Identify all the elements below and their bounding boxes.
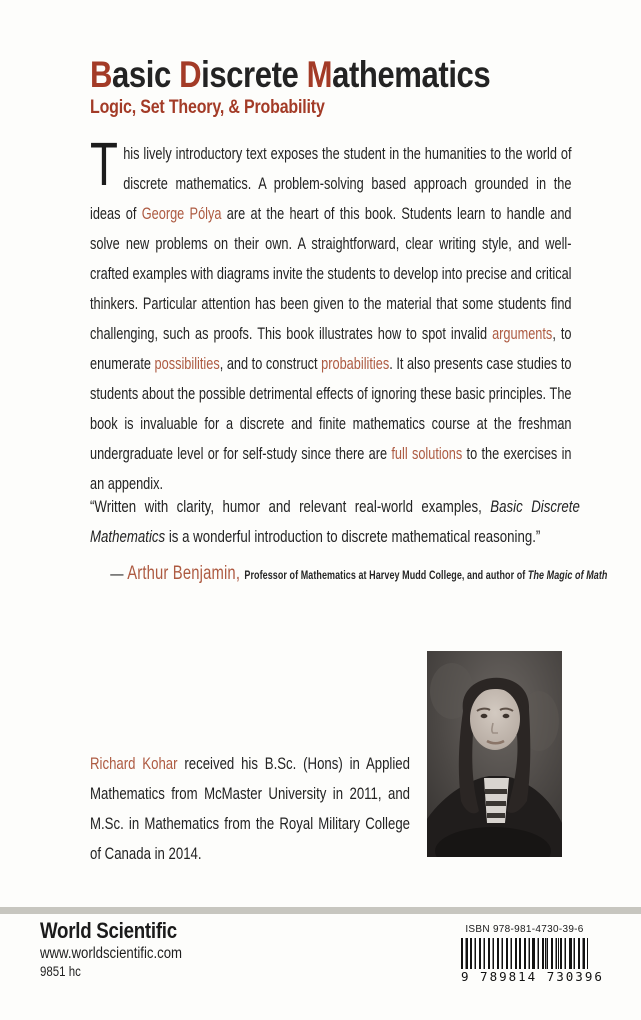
description-text: his lively introductory text exposes the student in the humanities to the world of discrete mathematics. A problem-solving based approach grounded in the ideas of George Pólya are at the heart of this book. Students learn to handle and solve new problems on their own. A straightforward, clear writing style, and well-crafted examples with diagrams invite the students to develop into precise and critical thinkers. Particular attention has been given to the material that some students find challenging, such as proofs. This book illustrates how to spot invalid arguments, to enumerate possibilities, and to construct probabilities. It also presents case studies to students about the possible detrimental effects of ignoring these basic principles. The book is invaluable for a discrete and finite mathematics course at the freshman undergraduate level or for self-study since there are full solutions to the exercises in an appendix. bbox=[90, 144, 572, 493]
publisher-name: World Scientific bbox=[40, 918, 177, 943]
attribution-detail: Professor of Mathematics at Harvey Mudd College, and author of The Magic of Math bbox=[244, 570, 608, 582]
author-photo bbox=[427, 651, 562, 857]
isbn-label: ISBN 978-981-4730-39-6 bbox=[465, 924, 584, 935]
publisher-website: www.worldscientific.com bbox=[40, 945, 183, 962]
attribution-dash: — bbox=[110, 564, 128, 583]
attribution-name: Arthur Benjamin, bbox=[127, 563, 245, 584]
dropcap-letter: T bbox=[90, 130, 118, 198]
publisher-block bbox=[40, 918, 182, 980]
barcode-digits: 9 789814 730396 bbox=[461, 969, 604, 984]
author-bio: Richard Kohar received his B.Sc. (Hons) in Applied Mathematics from McMaster University in 2011, and M.Sc. in Mathematics from the Royal Military College of Canada in 2014. bbox=[90, 755, 410, 863]
description-paragraph bbox=[90, 130, 572, 499]
book-title: Basic Discrete Mathematics bbox=[90, 54, 491, 95]
title-block bbox=[90, 56, 490, 119]
book-subtitle: Logic, Set Theory, & Probability bbox=[90, 97, 325, 118]
footer-divider bbox=[0, 907, 641, 914]
review-quote-block bbox=[90, 492, 608, 585]
barcode bbox=[461, 938, 588, 969]
review-quote: “Written with clarity, humor and relevant real-world examples, Basic Discrete Mathematics is a wonderful introduction to discrete mathematical reasoning.” bbox=[90, 497, 580, 546]
quote-attribution bbox=[90, 563, 608, 585]
barcode-block bbox=[461, 924, 604, 984]
publisher-code: 9851 hc bbox=[40, 964, 81, 979]
